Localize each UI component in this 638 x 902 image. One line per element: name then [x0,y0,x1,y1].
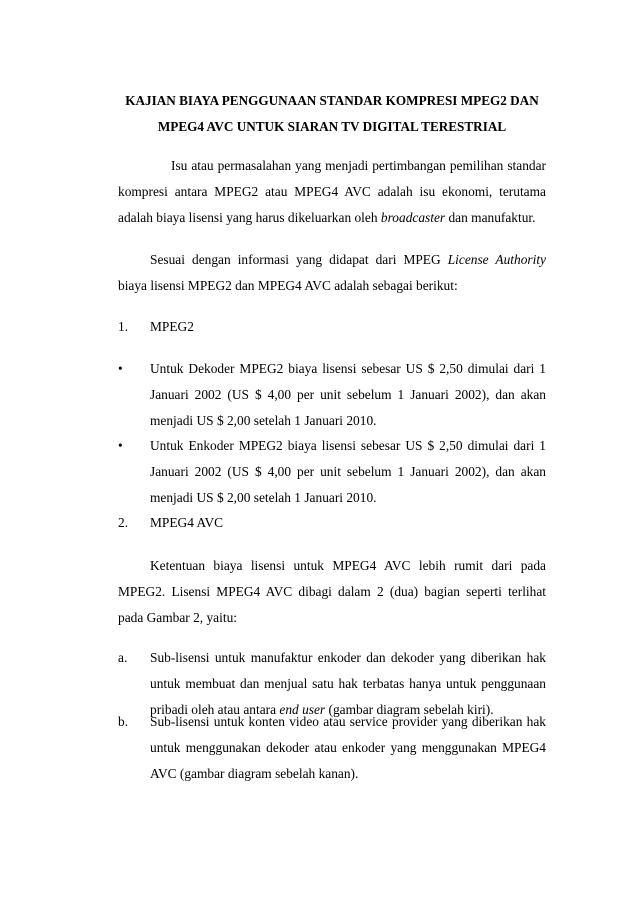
info-paragraph [118,247,546,299]
bullet-marker: • [118,361,123,376]
intro-paragraph [118,153,546,231]
list-text: Sub-lisensi untuk konten video atau service provider yang diberikan hak untuk menggunakan dekoder atau enkoder yang menggunakan MPEG4 AVC (gambar diagram sebelah kanan). [150,714,546,781]
list-text-before: Sub-lisensi untuk manufaktur enkoder dan dekoder yang diberikan hak untuk membuat dan menjual satu hak terbatas hanya untuk penggunaan pribadi oleh atau antara [150,650,546,717]
document-title [118,88,546,140]
list-text-after: (gambar diagram sebelah kiri). [325,702,494,717]
section-1-number: 1. [118,319,129,334]
info-emphasis: License Authority [447,252,546,267]
intro-emphasis: broadcaster [380,210,446,225]
bullet-text: Untuk Enkoder MPEG2 biaya lisensi sebesar US $ 2,50 dimulai dari 1 Januari 2002 (US $ 4,00 per unit sebelum 1 Januari 2002), dan akan menjadi US $ 2,00 setelah 1 Januari 2010. [150,438,546,505]
section-2-title: MPEG4 AVC [150,515,224,530]
list-emphasis: end user [279,702,326,717]
info-text-before: Sesuai dengan informasi yang didapat dari MPEG [150,252,448,267]
intro-text-after: dan manufaktur. [445,210,536,225]
list-marker: a. [118,650,128,665]
list-marker: b. [118,714,129,729]
section-1-title: MPEG2 [150,319,194,334]
bullet-text: Untuk Dekoder MPEG2 biaya lisensi sebesar US $ 2,50 dimulai dari 1 Januari 2002 (US $ 4,00 per unit sebelum 1 Januari 2002), dan akan menjadi US $ 2,00 setelah 1 Januari 2010. [150,361,546,428]
info-text-after: biaya lisensi MPEG2 dan MPEG4 AVC adalah sebagai berikut: [118,278,458,293]
bullet-marker: • [118,438,123,453]
section-2-paragraph: Ketentuan biaya lisensi untuk MPEG4 AVC lebih rumit dari pada MPEG2. Lisensi MPEG4 AVC dibagi dalam 2 (dua) bagian seperti terlihat pada Gambar 2, yaitu: [118,558,546,625]
title-line-2: MPEG4 AVC UNTUK SIARAN TV DIGITAL TERESTRIAL [157,119,507,134]
section-2-number: 2. [118,515,129,530]
title-line-1: KAJIAN BIAYA PENGGUNAAN STANDAR KOMPRESI MPEG2 DAN [125,93,539,108]
intro-text-before: Isu atau permasalahan yang menjadi pertimbangan pemilihan standar kompresi antara MPEG2 atau MPEG4 AVC adalah isu ekonomi, terutama adalah biaya lisensi yang harus dikeluarkan oleh [118,158,546,225]
